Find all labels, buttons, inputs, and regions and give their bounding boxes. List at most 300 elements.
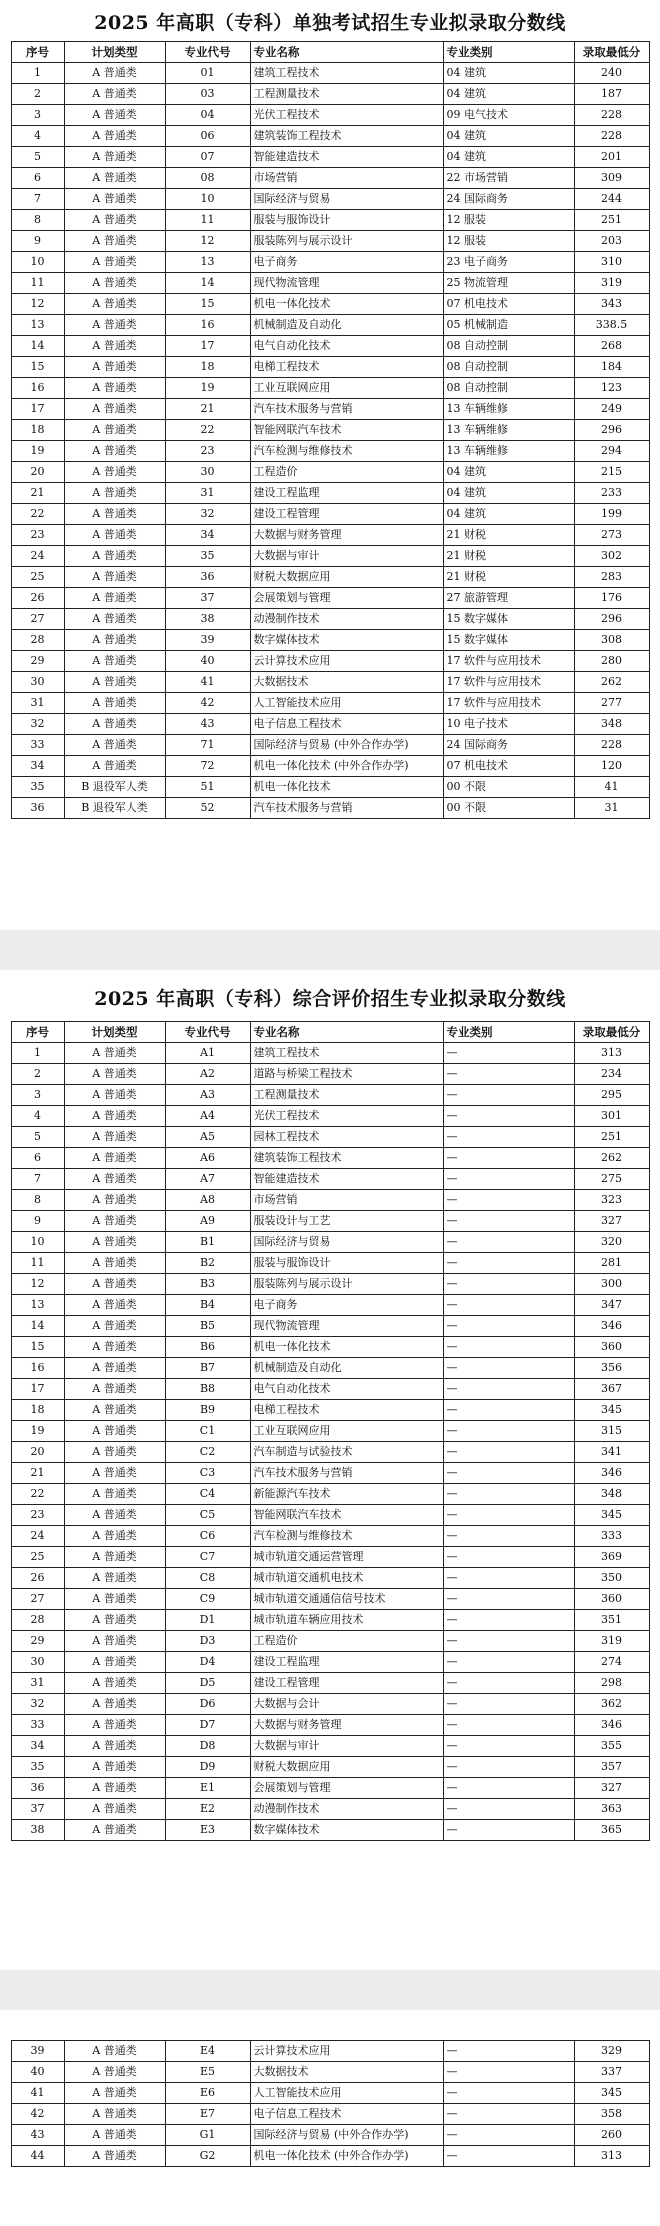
cell-plan-type: A 普通类	[64, 105, 165, 126]
cell-seq: 15	[11, 1337, 64, 1358]
cell-seq: 7	[11, 189, 64, 210]
cell-major-code: 35	[165, 546, 250, 567]
cell-min-score: 215	[574, 462, 649, 483]
cell-min-score: 302	[574, 546, 649, 567]
cell-min-score: 294	[574, 441, 649, 462]
cell-major-name: 大数据与财务管理	[250, 525, 443, 546]
cell-major-code: E3	[165, 1820, 250, 1841]
cell-major-category: —	[443, 1358, 574, 1379]
cell-min-score: 360	[574, 1337, 649, 1358]
table-row	[11, 126, 649, 147]
cell-min-score: 315	[574, 1421, 649, 1442]
cell-major-code: D3	[165, 1631, 250, 1652]
cell-major-code: C7	[165, 1547, 250, 1568]
cell-major-name: 汽车制造与试验技术	[250, 1442, 443, 1463]
cell-major-code: B5	[165, 1316, 250, 1337]
header-seq: 序号	[11, 1022, 64, 1043]
table-row	[11, 84, 649, 105]
table-row	[11, 357, 649, 378]
table-row	[11, 1337, 649, 1358]
cell-major-code: 41	[165, 672, 250, 693]
cell-seq: 39	[11, 2041, 64, 2062]
comprehensive-eval-table-continued-body	[11, 2041, 649, 2167]
cell-major-name: 动漫制作技术	[250, 1799, 443, 1820]
cell-min-score: 362	[574, 1694, 649, 1715]
table-row	[11, 2062, 649, 2083]
cell-min-score: 234	[574, 1064, 649, 1085]
table-row	[11, 756, 649, 777]
cell-major-category: —	[443, 1547, 574, 1568]
cell-plan-type: A 普通类	[64, 1631, 165, 1652]
cell-min-score: 313	[574, 1043, 649, 1064]
cell-major-category: —	[443, 1106, 574, 1127]
cell-plan-type: A 普通类	[64, 1526, 165, 1547]
cell-seq: 20	[11, 1442, 64, 1463]
cell-major-category: —	[443, 1568, 574, 1589]
cell-major-code: G2	[165, 2146, 250, 2167]
table-row	[11, 567, 649, 588]
cell-plan-type: B 退役军人类	[64, 798, 165, 819]
table-row	[11, 1652, 649, 1673]
cell-seq: 41	[11, 2083, 64, 2104]
cell-major-category: —	[443, 1085, 574, 1106]
cell-plan-type: A 普通类	[64, 63, 165, 84]
table-row	[11, 231, 649, 252]
cell-min-score: 277	[574, 693, 649, 714]
cell-seq: 24	[11, 1526, 64, 1547]
cell-major-name: 道路与桥梁工程技术	[250, 1064, 443, 1085]
cell-plan-type: A 普通类	[64, 1463, 165, 1484]
cell-seq: 26	[11, 588, 64, 609]
cell-major-category: —	[443, 1421, 574, 1442]
cell-major-category: 27 旅游管理	[443, 588, 574, 609]
cell-seq: 18	[11, 420, 64, 441]
cell-seq: 36	[11, 1778, 64, 1799]
header-min-score: 录取最低分	[574, 42, 649, 63]
table-row	[11, 420, 649, 441]
cell-major-category: 07 机电技术	[443, 294, 574, 315]
cell-major-code: C5	[165, 1505, 250, 1526]
cell-min-score: 201	[574, 147, 649, 168]
table-row	[11, 504, 649, 525]
cell-seq: 21	[11, 483, 64, 504]
cell-major-category: —	[443, 2104, 574, 2125]
cell-major-name: 城市轨道交通通信信号技术	[250, 1589, 443, 1610]
table-row	[11, 1064, 649, 1085]
cell-plan-type: A 普通类	[64, 672, 165, 693]
cell-plan-type: A 普通类	[64, 1316, 165, 1337]
cell-min-score: 244	[574, 189, 649, 210]
cell-major-code: 30	[165, 462, 250, 483]
cell-major-code: 17	[165, 336, 250, 357]
cell-major-name: 财税大数据应用	[250, 567, 443, 588]
cell-major-code: 14	[165, 273, 250, 294]
table-row	[11, 1526, 649, 1547]
cell-seq: 24	[11, 546, 64, 567]
cell-major-code: C1	[165, 1421, 250, 1442]
table-row	[11, 714, 649, 735]
table-row	[11, 1316, 649, 1337]
table-row	[11, 315, 649, 336]
cell-major-category: —	[443, 1253, 574, 1274]
cell-major-name: 市场营销	[250, 168, 443, 189]
cell-major-category: 25 物流管理	[443, 273, 574, 294]
cell-major-code: 52	[165, 798, 250, 819]
cell-major-name: 大数据与审计	[250, 546, 443, 567]
cell-seq: 26	[11, 1568, 64, 1589]
cell-major-code: 15	[165, 294, 250, 315]
table-row	[11, 2125, 649, 2146]
cell-seq: 12	[11, 294, 64, 315]
cell-plan-type: A 普通类	[64, 504, 165, 525]
cell-major-code: 42	[165, 693, 250, 714]
table-row	[11, 672, 649, 693]
cell-major-code: 16	[165, 315, 250, 336]
cell-seq: 14	[11, 336, 64, 357]
cell-major-name: 国际经济与贸易	[250, 1232, 443, 1253]
cell-major-category: —	[443, 1757, 574, 1778]
cell-major-code: A7	[165, 1169, 250, 1190]
cell-major-name: 大数据与会计	[250, 1694, 443, 1715]
header-plan-type: 计划类型	[64, 42, 165, 63]
table-row	[11, 1547, 649, 1568]
cell-seq: 17	[11, 399, 64, 420]
table-row	[11, 378, 649, 399]
cell-plan-type: A 普通类	[64, 483, 165, 504]
cell-major-code: 22	[165, 420, 250, 441]
cell-plan-type: A 普通类	[64, 294, 165, 315]
cell-plan-type: A 普通类	[64, 651, 165, 672]
cell-major-category: —	[443, 1400, 574, 1421]
cell-major-code: E5	[165, 2062, 250, 2083]
cell-major-name: 云计算技术应用	[250, 651, 443, 672]
cell-major-name: 新能源汽车技术	[250, 1484, 443, 1505]
cell-major-name: 智能建造技术	[250, 1169, 443, 1190]
cell-major-code: 19	[165, 378, 250, 399]
cell-seq: 1	[11, 1043, 64, 1064]
table-row	[11, 1274, 649, 1295]
cell-min-score: 319	[574, 1631, 649, 1652]
cell-major-code: D8	[165, 1736, 250, 1757]
cell-major-code: B8	[165, 1379, 250, 1400]
header-major-name: 专业名称	[250, 42, 443, 63]
cell-major-code: E1	[165, 1778, 250, 1799]
cell-plan-type: A 普通类	[64, 1043, 165, 1064]
cell-major-category: —	[443, 1316, 574, 1337]
table-row	[11, 693, 649, 714]
cell-plan-type: A 普通类	[64, 1400, 165, 1421]
table-row	[11, 588, 649, 609]
cell-major-name: 机电一体化技术	[250, 294, 443, 315]
cell-plan-type: A 普通类	[64, 189, 165, 210]
cell-seq: 20	[11, 462, 64, 483]
cell-major-name: 智能网联汽车技术	[250, 1505, 443, 1526]
table-row	[11, 1442, 649, 1463]
cell-major-category: 04 建筑	[443, 147, 574, 168]
table-row	[11, 1295, 649, 1316]
cell-plan-type: A 普通类	[64, 1820, 165, 1841]
page-gap	[0, 1970, 660, 2010]
table-row	[11, 336, 649, 357]
table-row	[11, 1043, 649, 1064]
cell-major-name: 现代物流管理	[250, 273, 443, 294]
cell-seq: 23	[11, 1505, 64, 1526]
cell-major-code: E4	[165, 2041, 250, 2062]
cell-major-category: —	[443, 1169, 574, 1190]
cell-seq: 2	[11, 1064, 64, 1085]
cell-major-code: 01	[165, 63, 250, 84]
cell-major-category: —	[443, 1694, 574, 1715]
cell-major-code: G1	[165, 2125, 250, 2146]
cell-seq: 14	[11, 1316, 64, 1337]
cell-plan-type: A 普通类	[64, 1652, 165, 1673]
cell-seq: 43	[11, 2125, 64, 2146]
cell-plan-type: A 普通类	[64, 1211, 165, 1232]
cell-major-category: —	[443, 1484, 574, 1505]
cell-min-score: 327	[574, 1211, 649, 1232]
cell-plan-type: A 普通类	[64, 399, 165, 420]
cell-major-category: 15 数字媒体	[443, 630, 574, 651]
cell-major-name: 大数据技术	[250, 672, 443, 693]
cell-seq: 16	[11, 1358, 64, 1379]
cell-plan-type: A 普通类	[64, 546, 165, 567]
cell-major-category: —	[443, 2083, 574, 2104]
cell-min-score: 260	[574, 2125, 649, 2146]
cell-major-name: 建筑工程技术	[250, 63, 443, 84]
cell-major-category: —	[443, 1673, 574, 1694]
cell-major-name: 园林工程技术	[250, 1127, 443, 1148]
cell-seq: 36	[11, 798, 64, 819]
cell-major-category: —	[443, 1589, 574, 1610]
cell-major-code: B4	[165, 1295, 250, 1316]
cell-major-category: —	[443, 1442, 574, 1463]
header-plan-type: 计划类型	[64, 1022, 165, 1043]
cell-seq: 35	[11, 1757, 64, 1778]
cell-major-code: A2	[165, 1064, 250, 1085]
cell-major-name: 机械制造及自动化	[250, 315, 443, 336]
cell-major-category: —	[443, 1778, 574, 1799]
cell-seq: 32	[11, 714, 64, 735]
cell-major-category: 21 财税	[443, 525, 574, 546]
cell-min-score: 262	[574, 672, 649, 693]
cell-major-category: 17 软件与应用技术	[443, 672, 574, 693]
cell-min-score: 358	[574, 2104, 649, 2125]
cell-seq: 5	[11, 1127, 64, 1148]
cell-major-name: 服装陈列与展示设计	[250, 231, 443, 252]
cell-min-score: 337	[574, 2062, 649, 2083]
cell-seq: 11	[11, 273, 64, 294]
comprehensive-eval-title: 2025 年高职（专科）综合评价招生专业拟录取分数线	[94, 988, 566, 1010]
cell-min-score: 369	[574, 1547, 649, 1568]
cell-min-score: 251	[574, 210, 649, 231]
cell-major-code: 04	[165, 105, 250, 126]
cell-plan-type: A 普通类	[64, 1295, 165, 1316]
header-min-score: 录取最低分	[574, 1022, 649, 1043]
cell-major-code: 06	[165, 126, 250, 147]
cell-major-category: 04 建筑	[443, 126, 574, 147]
cell-major-code: 32	[165, 504, 250, 525]
table-row	[11, 1400, 649, 1421]
cell-major-code: 43	[165, 714, 250, 735]
cell-major-code: 36	[165, 567, 250, 588]
cell-major-name: 人工智能技术应用	[250, 693, 443, 714]
table-row	[11, 441, 649, 462]
table-row	[11, 1211, 649, 1232]
table-row	[11, 1484, 649, 1505]
cell-major-name: 建设工程监理	[250, 483, 443, 504]
cell-min-score: 309	[574, 168, 649, 189]
cell-plan-type: A 普通类	[64, 1337, 165, 1358]
cell-major-code: B6	[165, 1337, 250, 1358]
cell-major-category: —	[443, 1274, 574, 1295]
cell-major-code: A4	[165, 1106, 250, 1127]
cell-major-code: 07	[165, 147, 250, 168]
cell-major-name: 电子信息工程技术	[250, 2104, 443, 2125]
cell-major-name: 汽车技术服务与营销	[250, 1463, 443, 1484]
cell-plan-type: A 普通类	[64, 2083, 165, 2104]
cell-seq: 6	[11, 168, 64, 189]
cell-seq: 2	[11, 84, 64, 105]
table-row	[11, 1631, 649, 1652]
cell-min-score: 228	[574, 105, 649, 126]
cell-plan-type: A 普通类	[64, 1190, 165, 1211]
cell-major-category: 09 电气技术	[443, 105, 574, 126]
cell-major-code: A5	[165, 1127, 250, 1148]
cell-seq: 10	[11, 252, 64, 273]
cell-major-name: 机械制造及自动化	[250, 1358, 443, 1379]
cell-seq: 42	[11, 2104, 64, 2125]
cell-major-code: B9	[165, 1400, 250, 1421]
cell-seq: 22	[11, 504, 64, 525]
cell-plan-type: A 普通类	[64, 1715, 165, 1736]
cell-plan-type: A 普通类	[64, 441, 165, 462]
cell-min-score: 184	[574, 357, 649, 378]
cell-min-score: 199	[574, 504, 649, 525]
cell-plan-type: A 普通类	[64, 1064, 165, 1085]
single-exam-section	[0, 0, 660, 930]
cell-min-score: 187	[574, 84, 649, 105]
cell-min-score: 363	[574, 1799, 649, 1820]
cell-seq: 7	[11, 1169, 64, 1190]
cell-seq: 28	[11, 1610, 64, 1631]
table-row	[11, 294, 649, 315]
cell-major-name: 服装设计与工艺	[250, 1211, 443, 1232]
cell-major-code: 23	[165, 441, 250, 462]
cell-major-name: 工业互联网应用	[250, 1421, 443, 1442]
cell-min-score: 345	[574, 2083, 649, 2104]
cell-major-name: 电气自动化技术	[250, 1379, 443, 1400]
cell-major-code: 31	[165, 483, 250, 504]
cell-seq: 29	[11, 651, 64, 672]
cell-major-category: 04 建筑	[443, 504, 574, 525]
cell-major-category: —	[443, 2041, 574, 2062]
page-gap	[0, 930, 660, 970]
cell-major-code: B2	[165, 1253, 250, 1274]
cell-min-score: 300	[574, 1274, 649, 1295]
cell-plan-type: A 普通类	[64, 567, 165, 588]
cell-major-name: 数字媒体技术	[250, 1820, 443, 1841]
cell-min-score: 228	[574, 126, 649, 147]
cell-seq: 28	[11, 630, 64, 651]
header-major-category: 专业类别	[443, 1022, 574, 1043]
table-row	[11, 651, 649, 672]
cell-major-name: 工程造价	[250, 1631, 443, 1652]
cell-seq: 5	[11, 147, 64, 168]
cell-min-score: 228	[574, 735, 649, 756]
table-row	[11, 1694, 649, 1715]
cell-plan-type: A 普通类	[64, 2062, 165, 2083]
cell-major-category: —	[443, 1799, 574, 1820]
cell-seq: 13	[11, 315, 64, 336]
table-row	[11, 1106, 649, 1127]
cell-major-code: D1	[165, 1610, 250, 1631]
cell-seq: 23	[11, 525, 64, 546]
cell-plan-type: A 普通类	[64, 1085, 165, 1106]
cell-plan-type: A 普通类	[64, 462, 165, 483]
cell-major-category: —	[443, 1337, 574, 1358]
cell-major-name: 机电一体化技术 (中外合作办学)	[250, 756, 443, 777]
cell-major-code: C2	[165, 1442, 250, 1463]
table-row	[11, 609, 649, 630]
table-row	[11, 105, 649, 126]
cell-major-name: 建筑装饰工程技术	[250, 126, 443, 147]
cell-plan-type: A 普通类	[64, 1673, 165, 1694]
cell-major-category: 08 自动控制	[443, 357, 574, 378]
table-row	[11, 546, 649, 567]
single-exam-title: 2025 年高职（专科）单独考试招生专业拟录取分数线	[94, 12, 566, 34]
cell-plan-type: A 普通类	[64, 1421, 165, 1442]
cell-major-code: D5	[165, 1673, 250, 1694]
cell-seq: 27	[11, 1589, 64, 1610]
table-row	[11, 462, 649, 483]
cell-major-category: 04 建筑	[443, 462, 574, 483]
cell-plan-type: A 普通类	[64, 588, 165, 609]
comprehensive-eval-section	[0, 970, 660, 1970]
cell-seq: 4	[11, 126, 64, 147]
cell-major-category: 23 电子商务	[443, 252, 574, 273]
cell-plan-type: A 普通类	[64, 168, 165, 189]
cell-major-category: 08 自动控制	[443, 378, 574, 399]
table-row	[11, 2146, 649, 2167]
cell-plan-type: A 普通类	[64, 2041, 165, 2062]
cell-plan-type: A 普通类	[64, 1379, 165, 1400]
cell-major-code: C9	[165, 1589, 250, 1610]
table-row	[11, 273, 649, 294]
cell-major-code: 34	[165, 525, 250, 546]
cell-major-name: 工程造价	[250, 462, 443, 483]
cell-major-name: 大数据与财务管理	[250, 1715, 443, 1736]
cell-min-score: 346	[574, 1316, 649, 1337]
cell-plan-type: A 普通类	[64, 357, 165, 378]
cell-plan-type: A 普通类	[64, 1232, 165, 1253]
cell-major-code: C6	[165, 1526, 250, 1547]
cell-min-score: 273	[574, 525, 649, 546]
cell-major-category: —	[443, 1736, 574, 1757]
cell-plan-type: A 普通类	[64, 1127, 165, 1148]
cell-major-category: 13 车辆维修	[443, 441, 574, 462]
cell-min-score: 31	[574, 798, 649, 819]
cell-min-score: 320	[574, 1232, 649, 1253]
header-seq: 序号	[11, 42, 64, 63]
cell-major-code: D4	[165, 1652, 250, 1673]
table-row	[11, 2041, 649, 2062]
cell-major-category: 12 服装	[443, 231, 574, 252]
cell-major-category: —	[443, 1127, 574, 1148]
table-row	[11, 630, 649, 651]
cell-seq: 31	[11, 693, 64, 714]
cell-major-code: C4	[165, 1484, 250, 1505]
cell-min-score: 360	[574, 1589, 649, 1610]
